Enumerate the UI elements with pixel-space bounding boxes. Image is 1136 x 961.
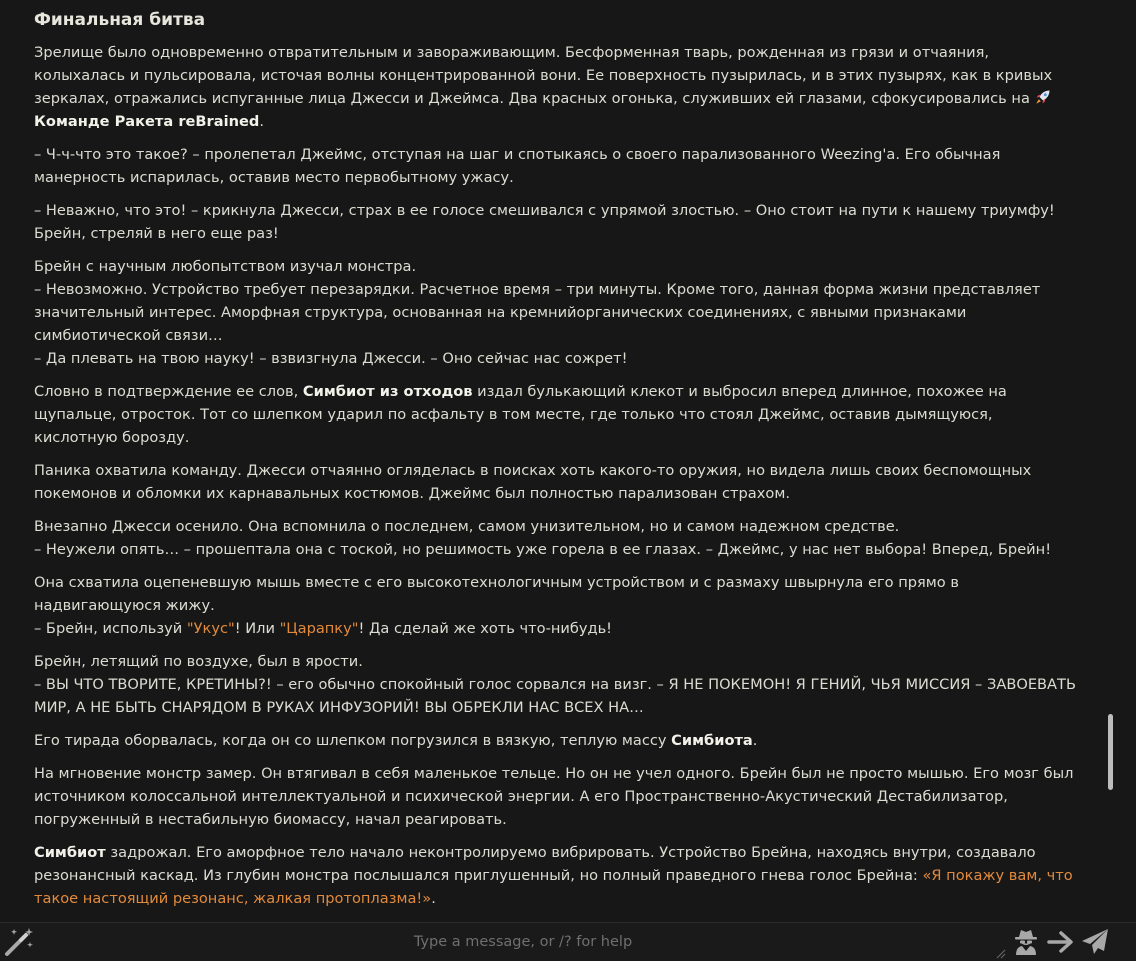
paragraph: Она схватила оцепеневшую мышь вместе с его высокотехнологичным устройством и с размаху швырнула его прямо в надвигающуюся жижу. – Брейн, используй "Укус"! Или "Царапку"! Да сделай же хоть что-нибудь! bbox=[34, 574, 959, 637]
paragraph: Симбиот задрожал. Его аморфное тело начало неконтролируемо вибрировать. Устройство Брейна, находясь внутри, создавало резонансный каскад. Из глубин монстра послышался приглушенный, но полный праведного гнева голос Брейна: «Я покажу вам, что такое настоящий резонанс, жалкая протоплазма!». bbox=[34, 844, 1073, 907]
paragraph: Словно в подтверждение ее слов, Симбиот из отходов издал булькающий клекот и выбросил вперед длинное, похожее на щупальце, отросток. Тот со шлепком ударил по асфальту в том месте, где только что стоял Джеймс, оставив дымящуюся, кислотную борозду. bbox=[34, 383, 1007, 446]
scrollbar-thumb[interactable] bbox=[1108, 714, 1113, 790]
resize-grip-icon[interactable] bbox=[996, 949, 1006, 959]
send-form bbox=[0, 922, 1136, 961]
arrow-right-icon[interactable] bbox=[1046, 927, 1076, 957]
quote-text: «Я покажу вам, что такое настоящий резонанс, жалкая протоплазма!» bbox=[34, 867, 1073, 907]
user-secret-icon[interactable] bbox=[1011, 927, 1041, 957]
message-input[interactable] bbox=[44, 927, 1002, 957]
paragraph: Паника охватила команду. Джесси отчаянно огляделась в поисках хоть какого-то оружия, но видела лишь своих беспомощных покемонов и обломки их карнавальных костюмов. Джеймс был полностью парализован страхом. bbox=[34, 462, 1032, 502]
paragraph: – Ч-ч-что это такое? – пролепетал Джеймс, отступая на шаг и спотыкаясь о своего парализованного Weezing'а. Его обычная манерность испарилась, оставив место первобытному ужасу. bbox=[34, 146, 1001, 186]
paragraph: Его тирада оборвалась, когда он со шлепком погрузился в вязкую, теплую массу Симбиота. bbox=[34, 732, 758, 749]
rocket-icon bbox=[1035, 89, 1051, 105]
message-title: Финальная битва bbox=[34, 10, 206, 30]
paragraph: На мгновение монстр замер. Он втягивал в себя маленькое тельце. Но он не учел одного. Брейн был не просто мышью. Его мозг был источником колоссальной интеллектуальной и психической энергии. А его Пространственно-Акустический Дестабилизатор, погруженный в нестабильную биомассу, начал реагировать. bbox=[34, 765, 1074, 828]
paragraph: Внезапно Джесси осенило. Она вспомнила о последнем, самом унизительном, но и самом надежном средстве. – Неужели опять… – прошептала она с тоской, но решимость уже горела в ее глазах. – Джеймс, у нас нет выбора! Вперед, Брейн! bbox=[34, 518, 1052, 558]
quote-text: "Царапку" bbox=[279, 620, 359, 637]
message-text bbox=[34, 8, 1079, 953]
paragraph: Брейн, летящий по воздухе, был в ярости. – ВЫ ЧТО ТВОРИТЕ, КРЕТИНЫ?! – его обычно спокойный голос сорвался на визг. – Я НЕ ПОКЕМОН! Я ГЕНИЙ, ЧЬЯ МИССИЯ – ЗАВОЕВАТЬ МИР, А НЕ БЫТЬ СНАРЯДОМ В РУКАХ ИНФУЗОРИЙ! ВЫ ОБРЕКЛИ НАС ВСЕХ НА… bbox=[34, 653, 1076, 716]
paragraph: Зрелище было одновременно отвратительным и завораживающим. Бесформенная тварь, рожденная из грязи и отчаяния, колыхалась и пульсировала, источая волны концентрированной вони. Ее поверхность пузырилась, и в этих пузырях, как в кривых зеркалах, отражались испуганные лица Джесси и Джеймса. Два красных огонька, служивших ей глазами, сфокусировались на Команде Ракета reBrained. bbox=[34, 44, 1053, 130]
paragraph: – Неважно, что это! – крикнула Джесси, страх в ее голосе смешивался с упрямой злостью. – Оно стоит на пути к нашему триумфу! Брейн, стреляй в него еще раз! bbox=[34, 202, 1055, 242]
paragraph: Брейн с научным любопытством изучал монстра. – Невозможно. Устройство требует перезарядки. Расчетное время – три минуты. Кроме того, данная форма жизни представляет значительный интерес. Аморфная структура, основанная на кремнийорганических соединениях, с явными признаками симбиотической связи… – Да плевать на твою науку! – взвизгнула Джесси. – Оно сейчас нас сожрет! bbox=[34, 258, 1041, 367]
magic-wand-icon[interactable] bbox=[2, 925, 36, 959]
quote-text: "Укус" bbox=[186, 620, 235, 637]
paper-plane-icon[interactable] bbox=[1080, 927, 1110, 957]
